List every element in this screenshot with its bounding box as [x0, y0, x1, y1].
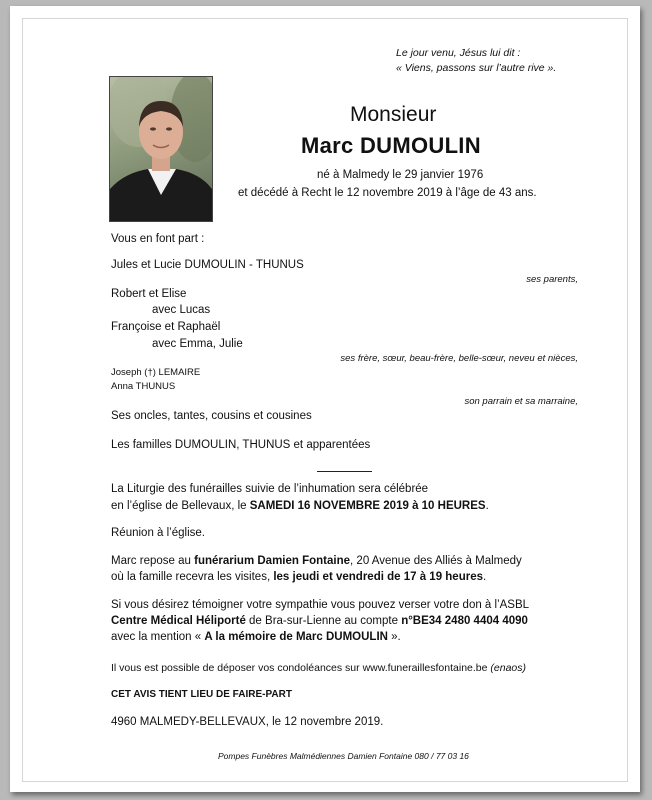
sibling-1-children: avec Lucas	[152, 304, 211, 316]
visitation-hours: les jeudi et vendredi de 17 à 19 heures	[273, 571, 483, 583]
place-date: 4960 MALMEDY-BELLEVAUX, le 12 novembre 2019.	[111, 716, 384, 728]
godfather-first: Joseph	[111, 367, 142, 378]
donation-line-3	[111, 631, 401, 643]
portrait-illustration	[110, 77, 212, 221]
sibling-2: Françoise et Raphaël	[111, 321, 221, 333]
sibling-1: Robert et Elise	[111, 288, 187, 300]
quote-line-1: Le jour venu, Jésus lui dit :	[396, 47, 521, 59]
quote	[396, 46, 556, 76]
donation-l2-text: de Bra-sur-Lienne au compte	[245, 615, 402, 627]
relatives: Ses oncles, tantes, cousins et cousines	[111, 410, 312, 422]
service-line-2	[111, 500, 489, 512]
godfather	[111, 367, 200, 378]
donation-l3-text: avec la mention «	[111, 631, 205, 643]
donation-l3-end: ».	[387, 631, 401, 643]
gathering: Réunion à l’église.	[111, 527, 205, 539]
service-date: SAMEDI 16 NOVEMBRE 2019 à 10 HEURES	[249, 500, 486, 512]
donation-mention: A la mémoire de Marc DUMOULIN	[204, 631, 388, 643]
visitation-l2-end: .	[483, 571, 487, 583]
death-info: et décédé à Recht le 12 novembre 2019 à l’âge de 43 ans.	[238, 187, 537, 199]
families: Les familles DUMOULIN, THUNUS et apparentées	[111, 439, 371, 451]
document-page	[10, 6, 640, 792]
donation-line-1: Si vous désirez témoigner votre sympathie vous pouvez verser votre don à l’ASBL	[111, 599, 530, 611]
visitation-address: , 20 Avenue des Alliés à Malmedy	[350, 555, 522, 567]
sibling-2-children: avec Emma, Julie	[152, 338, 243, 350]
parents-relation: ses parents,	[526, 274, 578, 285]
family-intro: Vous en font part :	[111, 233, 205, 245]
condolences-text: Il vous est possible de déposer vos condoléances sur www.funerailles​fontaine.be	[111, 662, 491, 674]
visitation-line-1	[111, 555, 522, 567]
visitation-l1-text: Marc repose au	[111, 555, 195, 567]
visitation-line-2	[111, 571, 486, 583]
service-line-1: La Liturgie des funérailles suivie de l’inhumation sera célébrée	[111, 483, 429, 495]
parents: Jules et Lucie DUMOULIN - THUNUS	[111, 259, 304, 271]
portrait-photo	[109, 76, 213, 222]
deceased-name: Marc DUMOULIN	[301, 133, 481, 158]
deceased-cross: (†)	[144, 367, 156, 378]
charity-name: Centre Médical Héliporté	[111, 615, 246, 627]
title-monsieur: Monsieur	[350, 103, 437, 126]
godfather-last: LEMAIRE	[158, 367, 201, 378]
visitation-l2-text: où la famille recevra les visites,	[111, 571, 274, 583]
funeral-home: funérarium Damien Fontaine	[194, 555, 351, 567]
birth-info: né à Malmedy le 29 janvier 1976	[317, 169, 484, 181]
service-line-2-text: en l’église de Bellevaux, le	[111, 500, 250, 512]
footer: Pompes Funèbres Malmédiennes Damien Fontaine 080 / 77 03 16	[218, 751, 469, 761]
quote-line-2: « Viens, passons sur l’autre rive ».	[396, 62, 557, 74]
donation-line-2	[111, 615, 528, 627]
service-line-2-end: .	[485, 500, 489, 512]
godparents-relation: son parrain et sa marraine,	[464, 396, 578, 407]
godmother: Anna THUNUS	[111, 381, 176, 392]
divider-line	[317, 471, 372, 472]
bank-account: n°BE34 2480 4404 4090	[401, 615, 528, 627]
notice: CET AVIS TIENT LIEU DE FAIRE-PART	[111, 689, 292, 700]
condolences-note: (enaos)	[490, 662, 526, 674]
condolences	[111, 662, 526, 674]
siblings-relation: ses frère, sœur, beau-frère, belle-sœur, neveu et nièces,	[340, 353, 578, 364]
